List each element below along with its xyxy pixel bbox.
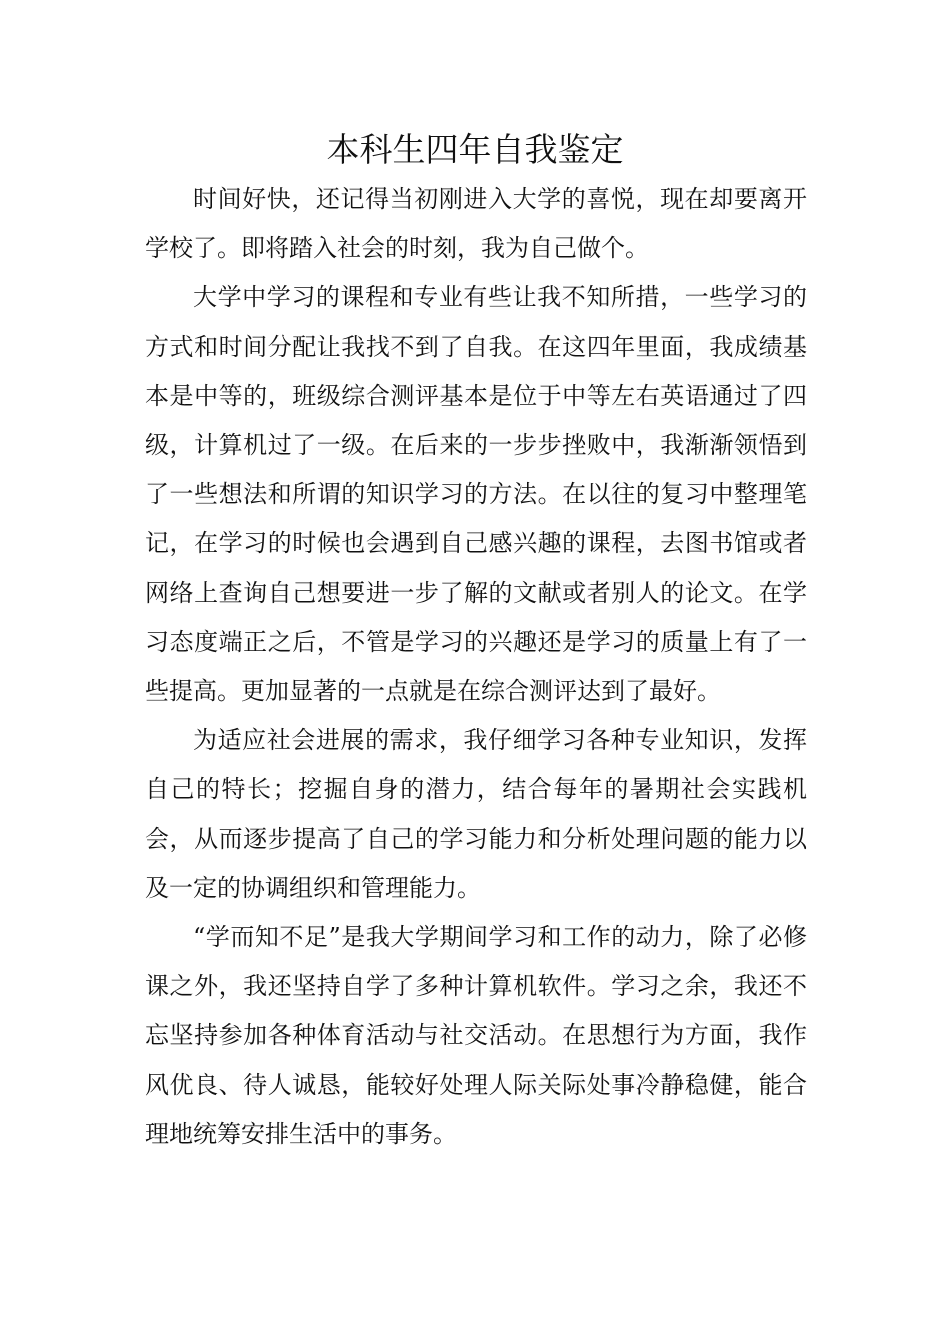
paragraph-abilities: 为适应社会进展的需求，我仔细学习各种专业知识，发挥自己的特长；挖掘自身的潜力，结合每年的暑期社会实践机会，从而逐步提高了自己的学习能力和分析处理问题的能力以及一定的协调组织和管理能力。 (145, 726, 807, 902)
document-body (145, 175, 807, 1159)
paragraph-activities: “学而知不足”是我大学期间学习和工作的动力，除了必修课之外，我还坚持自学了多种计算机软件。学习之余，我还不忘坚持参加各种体育活动与社交活动。在思想行为方面，我作风优良、待人诚恳，能较好处理人际关际处事冷静稳健，能合理地统筹安排生活中的事务。 (145, 923, 807, 1148)
paragraph-study: 大学中学习的课程和专业有些让我不知所措，一些学习的方式和时间分配让我找不到了自我。在这四年里面，我成绩基本是中等的，班级综合测评基本是位于中等左右英语通过了四级，计算机过了一级。在后来的一步步挫败中，我渐渐领悟到了一些想法和所谓的知识学习的方法。在以往的复习中整理笔记，在学习的时候也会遇到自己感兴趣的课程，去图书馆或者网络上查询自己想要进一步了解的文献或者别人的论文。在学习态度端正之后，不管是学习的兴趣还是学习的质量上有了一些提高。更加显著的一点就是在综合测评达到了最好。 (145, 283, 807, 706)
paragraph-intro: 时间好快，还记得当初刚进入大学的喜悦，现在却要离开学校了。即将踏入社会的时刻，我为自己做个。 (145, 185, 807, 263)
document-title: 本科生四年自我鉴定 (326, 130, 624, 169)
